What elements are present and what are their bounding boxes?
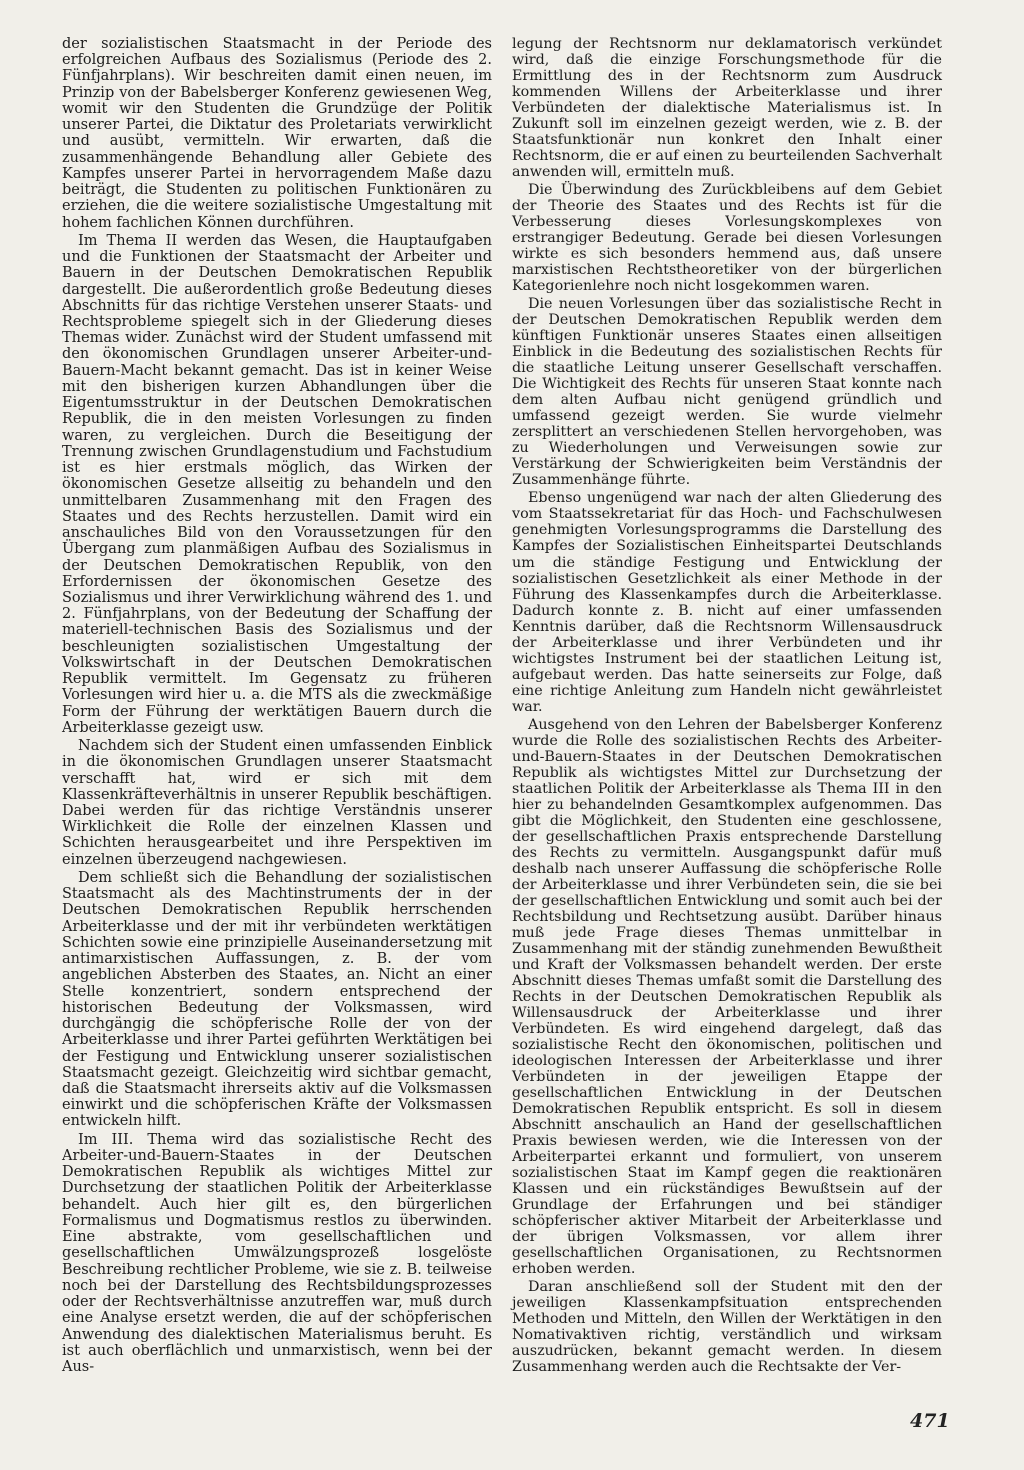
- paragraph: der sozialistischen Staatsmacht in der Periode des erfolgreichen Aufbaus des Sozialismus (Periode des 2. Fünfjahrplans). Wir beschreiten damit einen neuen, im Prinzip von der Babelsberger Konferenz gewiesenen Weg, womit wir den Studenten die Grundzüge der Politik unserer Partei, die Diktatur des Proletariats verwirklicht und ausübt, vermitteln. Wir erwarten, daß die zusammenhängende Behandlung aller Gebiete des Kampfes unserer Partei in hervorragendem Maße dazu beiträgt, die Studenten zu politischen Funktionären zu erziehen, die die weitere sozialistische Umgestaltung mit hohem fachlichen Können durchführen.: [62, 36, 492, 231]
- paragraph: Daran anschließend soll der Student mit den der jeweiligen Klassenkampfsituation entsprechenden Methoden und Mitteln, den Willen der Werktätigen in den Nomativaktiven richtig, verständlich und wirksam auszudrücken, bekannt gemacht werden. In diesem Zusammenhang werden auch die Rechtsakte der Ver-: [512, 1279, 942, 1376]
- paragraph: Ausgehend von den Lehren der Babelsberger Konferenz wurde die Rolle des sozialistischen Rechts des Arbeiter-und-Bauern-Staates in der Deutschen Demokratischen Republik als wichtigstes Mittel zur Durchsetzung der staatlichen Politik der Arbeiterklasse als Thema III in den hier zu behandelnden Gesamtkomplex aufgenommen. Das gibt die Möglichkeit, den Studenten eine geschlossene, der gesellschaftlichen Praxis entsprechende Darstellung des Rechts zu vermitteln. Ausgangspunkt dafür muß deshalb nach unserer Auffassung die schöpferische Rolle der Arbeiterklasse und ihrer Verbündeten sein, die sie bei der gesellschaftlichen Entwicklung und somit auch bei der Rechtsbildung und Rechtsetzung ausübt. Darüber hinaus muß jede Frage dieses Themas unmittelbar in Zusammenhang mit der ständig zunehmenden Bewußtheit und Kraft der Volksmassen behandelt werden. Der erste Abschnitt dieses Themas umfaßt somit die Darstellung des Rechts in der Deutschen Demokratischen Republik als Willensausdruck der Arbeiterklasse und ihrer Verbündeten. Es wird eingehend dargelegt, daß das sozialistische Recht den ökonomischen, politischen und ideologischen Interessen der Arbeiterklasse und ihrer Verbündeten in der jeweiligen Etappe der gesellschaftlichen Entwicklung in der Deutschen Demokratischen Republik entspricht. Es soll in diesem Abschnitt anschaulich an Hand der gesellschaftlichen Praxis bewiesen werden, wie die Interessen von der Arbeiterpartei erkannt und formuliert, von unserem sozialistischen Staat im Kampf gegen die reaktionären Klassen und ein rückständiges Bewußtsein auf der Grundlage der Erfahrungen und bei ständiger schöpferischer aktiver Mitarbeit der Arbeiterklasse und der übrigen Volksmassen, vor allem ihrer gesellschaftlichen Organisationen, zu Rechtsnormen erhoben werden.: [512, 716, 942, 1278]
- paragraph: Ebenso ungenügend war nach der alten Gliederung des vom Staatssekretariat für das Hoch- und Fachschulwesen genehmigten Vorlesungsprogramms die Darstellung des Kampfes der Sozialistischen Einheitspartei Deutschlands um die ständige Festigung und Entwicklung der sozialistischen Gesetzlichkeit als einer Methode in der Führung des Klassenkampfes durch die Arbeiterklasse. Dadurch konnte z. B. nicht auf einer umfassenden Kenntnis darüber, daß die Rechtsnorm Willensausdruck der Arbeiterklasse und ihrer Verbündeten und ihr wichtigstes Instrument bei der staatlichen Leitung ist, aufgebaut werden. Das hatte seinerseits zur Folge, daß eine richtige Anleitung zum Handeln nicht gewährleistet war.: [512, 490, 942, 715]
- paragraph: Nachdem sich der Student einen umfassenden Einblick in die ökonomischen Grundlagen unserer Staatsmacht verschafft hat, wird er sich mit dem Klassenkräfteverhältnis in unserer Republik beschäftigen. Dabei werden für das richtige Verständnis unserer Wirklichkeit die Rolle der einzelnen Klassen und Schichten herausgearbeitet und ihre Perspektiven im einzelnen überzeugend nachgewiesen.: [62, 738, 492, 868]
- paragraph: Dem schließt sich die Behandlung der sozialistischen Staatsmacht als des Machtinstruments der in der Deutschen Demokratischen Republik herrschenden Arbeiterklasse und der mit ihr verbündeten werktätigen Schichten sowie eine prinzipielle Auseinandersetzung mit antimarxistischen Auffassungen, z. B. der vom angeblichen Absterben des Staates, an. Nicht an einer Stelle konzentriert, sondern entsprechend der historischen Bedeutung der Volksmassen, wird durchgängig die schöpferische Rolle der von der Arbeiterklasse und ihrer Partei geführten Werktätigen bei der Festigung und Entwicklung unserer sozialistischen Staatsmacht gezeigt. Gleichzeitig wird sichtbar gemacht, daß die Staatsmacht ihrerseits aktiv auf die Volksmassen einwirkt und die schöpferischen Kräfte der Volksmassen entwickeln hilft.: [62, 869, 492, 1130]
- right-column: [512, 36, 942, 1377]
- paragraph: Im III. Thema wird das sozialistische Recht des Arbeiter-und-Bauern-Staates in der Deutschen Demokratischen Republik als wichtiges Mittel zur Durchsetzung der staatlichen Politik der Arbeiterklasse behandelt. Auch hier gilt es, den bürgerlichen Formalismus und Dogmatismus restlos zu überwinden. Eine abstrakte, vom gesellschaftlichen und gesellschaftlichen Umwälzungsprozeß losgelöste Beschreibung rechtlicher Probleme, wie sie z. B. teilweise noch bei der Darstellung des Rechtsbildungsprozesses oder der Rechtsverhältnisse anzutreffen war, muß durch eine Analyse ersetzt werden, die auf der schöpferischen Anwendung des dialektischen Materialismus beruht. Es ist auch oberflächlich und unmarxistisch, wenn bei der Aus-: [62, 1131, 492, 1375]
- paragraph: legung der Rechtsnorm nur deklamatorisch verkündet wird, daß die einzige Forschungsmethode für die Ermittlung des in der Rechtsnorm zum Ausdruck kommenden Willens der Arbeiterklasse und ihrer Verbündeten der dialektische Materialismus ist. In Zukunft soll im einzelnen gezeigt werden, wie z. B. der Staatsfunktionär nun konkret den Inhalt einer Rechtsnorm, die er auf einen zu beurteilenden Sachverhalt anwenden will, ermitteln muß.: [512, 36, 942, 181]
- page-number: 471: [910, 1410, 950, 1432]
- paragraph: Die neuen Vorlesungen über das sozialistische Recht in der Deutschen Demokratischen Republik werden dem künftigen Funktionär unseres Staates einen allseitigen Einblick in die Bedeutung des sozialistischen Rechts für die staatliche Leitung unserer Gesellschaft verschaffen. Die Wichtigkeit des Rechts für unseren Staat konnte nach dem alten Aufbau nicht genügend gründlich und umfassend gezeigt werden. Sie wurde vielmehr zersplittert an verschiedenen Stellen hervorgehoben, was zu Wiederholungen und Verweisungen sowie zur Verstärkung der Schwierigkeiten beim Verständnis der Zusammenhänge führte.: [512, 296, 942, 489]
- left-column: [62, 36, 492, 1377]
- paragraph: Die Überwindung des Zurückbleibens auf dem Gebiet der Theorie des Staates und des Rechts ist für die Verbesserung dieses Vorlesungskomplexes von erstrangiger Bedeutung. Gerade bei diesen Vorlesungen wirkte es sich besonders hemmend aus, daß unsere marxistischen Rechtstheoretiker von der bürgerlichen Kategorienlehre noch nicht losgekommen waren.: [512, 182, 942, 295]
- paragraph: Im Thema II werden das Wesen, die Hauptaufgaben und die Funktionen der Staatsmacht der Arbeiter und Bauern in der Deutschen Demokratischen Republik dargestellt. Die außerordentlich große Bedeutung dieses Abschnitts für das richtige Verstehen unserer Staats- und Rechtsprobleme spiegelt sich in der Gliederung dieses Themas wider. Zunächst wird der Student umfassend mit den ökonomischen Grundlagen unserer Arbeiter-und-Bauern-Macht bekannt gemacht. Das ist in keiner Weise mit den bisherigen kurzen Abhandlungen über die Eigentumsstruktur in der Deutschen Demokratischen Republik, die in den meisten Vorlesungen zu finden waren, zu vergleichen. Durch die Beseitigung der Trennung zwischen Grundlagenstudium und Fachstudium ist es hier erstmals möglich, das Wirken der ökonomischen Gesetze allseitig zu behandeln und den unmittelbaren Zusammenhang mit den Fragen des Staates und des Rechts herzustellen. Damit wird ein anschauliches Bild von den Voraussetzungen für den Übergang zum planmäßigen Aufbau des Sozialismus in der Deutschen Demokratischen Republik, von den Erfordernissen der ökonomischen Gesetze des Sozialismus und ihrer Verwirklichung während des 1. und 2. Fünfjahrplans, von der Bedeutung der Schaffung der materiell-technischen Basis des Sozialismus und der beschleunigten sozialistischen Umgestaltung der Volkswirtschaft in der Deutschen Demokratischen Republik vermittelt. Im Gegensatz zu früheren Vorlesungen wird hier u. a. die MTS als die zweckmäßige Form der Führung der werktätigen Bauern durch die Arbeiterklasse gezeigt usw.: [62, 232, 492, 736]
